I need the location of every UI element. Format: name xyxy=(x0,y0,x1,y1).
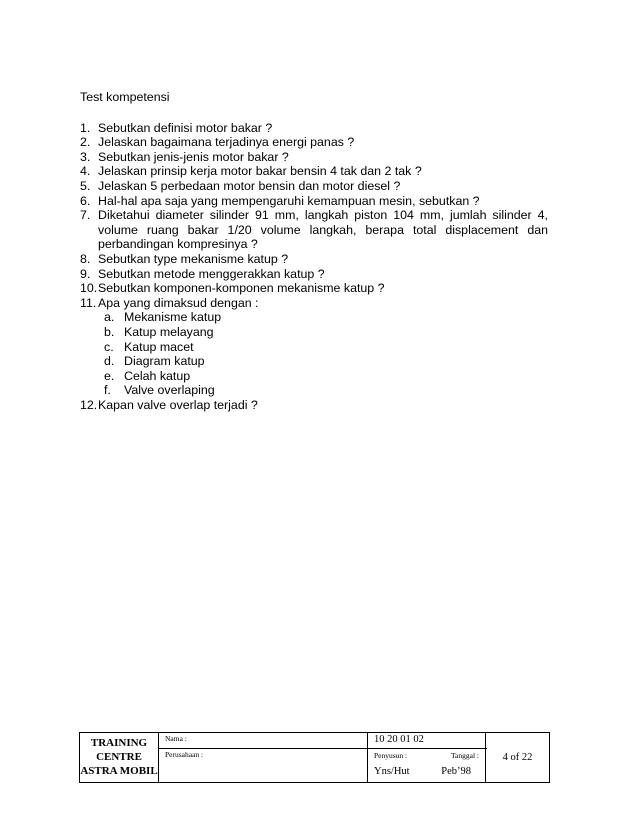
sub-item-text: Valve overlaping xyxy=(124,383,215,398)
page-cell xyxy=(486,733,550,783)
page-number: 4 of 22 xyxy=(502,752,533,763)
question-text: Hal-hal apa saja yang mempengaruhi kemampuan mesin, sebutkan ? xyxy=(98,193,480,208)
org-line: ASTRA MOBIL xyxy=(80,765,158,777)
question-item xyxy=(80,398,548,413)
question-item xyxy=(80,281,548,296)
question-number: 4. xyxy=(80,164,91,179)
question-item xyxy=(80,194,548,209)
tanggal-label: Tanggal : xyxy=(450,751,479,760)
question-item xyxy=(80,252,548,267)
footer-table xyxy=(79,732,550,783)
sub-item xyxy=(104,325,548,340)
sub-item xyxy=(104,354,548,369)
question-number: 5. xyxy=(80,178,91,193)
question-item xyxy=(80,135,548,150)
question-text: Diketahui diameter silinder 91 mm, langkah piston 104 mm, jumlah silinder 4, volume ruang bakar 1/20 volume langkah, berapa total displacement dan perbandingan kompresinya ? xyxy=(98,208,548,252)
sub-item-letter: c. xyxy=(104,339,114,354)
sub-item-text: Celah katup xyxy=(124,368,191,383)
sub-item-text: Diagram katup xyxy=(124,354,205,369)
question-number: 7. xyxy=(80,208,91,223)
question-number: 8. xyxy=(80,251,91,266)
sub-item-letter: b. xyxy=(104,324,115,339)
author-date-cell xyxy=(368,749,486,783)
question-number: 11. xyxy=(80,295,97,310)
sub-item-letter: e. xyxy=(104,368,115,383)
question-item xyxy=(80,208,548,252)
sub-item-text: Katup macet xyxy=(124,339,194,354)
question-number: 6. xyxy=(80,193,91,208)
org-line: TRAINING xyxy=(90,737,148,749)
question-item xyxy=(80,121,548,136)
question-number: 10. xyxy=(80,281,98,296)
document-code: 10 20 01 02 xyxy=(374,734,424,745)
question-text: Sebutkan metode menggerakkan katup ? xyxy=(98,266,325,281)
nama-label: Nama : xyxy=(165,734,187,743)
sub-item-letter: a. xyxy=(104,310,115,325)
question-text: Sebutkan komponen-komponen mekanisme katup ? xyxy=(98,281,385,296)
author-date-labels xyxy=(374,751,479,760)
question-item xyxy=(80,164,548,179)
sub-question-list xyxy=(98,310,548,398)
perusahaan-label: Perusahaan : xyxy=(165,750,204,759)
question-number: 9. xyxy=(80,266,91,281)
perusahaan-cell xyxy=(159,749,368,783)
sub-item-letter: f. xyxy=(104,383,111,398)
question-item xyxy=(80,179,548,194)
penyusun-label: Penyusun : xyxy=(374,751,408,760)
sub-item-letter: d. xyxy=(104,354,115,369)
sub-item xyxy=(104,340,548,355)
sub-item-text: Katup melayang xyxy=(124,324,214,339)
nama-cell xyxy=(159,733,368,749)
question-text: Kapan valve overlap terjadi ? xyxy=(98,397,258,412)
org-line: CENTRE xyxy=(96,751,142,763)
sub-item xyxy=(104,369,548,384)
question-item xyxy=(80,267,548,282)
question-text: Apa yang dimaksud dengan : xyxy=(98,295,259,310)
question-number: 12. xyxy=(80,397,98,412)
question-item xyxy=(80,296,548,398)
question-number: 1. xyxy=(80,120,91,135)
question-item xyxy=(80,150,548,165)
tanggal-value: Peb’98 xyxy=(441,766,471,777)
question-text: Jelaskan bagaimana terjadinya energi panas ? xyxy=(98,135,355,150)
author-date-values xyxy=(374,766,479,777)
question-text: Jelaskan prinsip kerja motor bakar bensin 4 tak dan 2 tak ? xyxy=(98,164,422,179)
question-list xyxy=(80,121,548,413)
sub-item xyxy=(104,383,548,398)
page-title: Test kompetensi xyxy=(80,90,170,104)
question-number: 2. xyxy=(80,135,91,150)
penyusun-value: Yns/Hut xyxy=(374,766,410,777)
org-cell xyxy=(80,733,159,783)
document-body xyxy=(80,90,548,412)
question-number: 3. xyxy=(80,149,91,164)
sub-item-text: Mekanisme katup xyxy=(124,310,222,325)
question-text: Sebutkan jenis-jenis motor bakar ? xyxy=(98,149,289,164)
question-text: Sebutkan definisi motor bakar ? xyxy=(98,120,273,135)
code-cell xyxy=(368,733,486,749)
question-text: Sebutkan type mekanisme katup ? xyxy=(98,251,289,266)
sub-item xyxy=(104,310,548,325)
question-text: Jelaskan 5 perbedaan motor bensin dan motor diesel ? xyxy=(98,178,401,193)
